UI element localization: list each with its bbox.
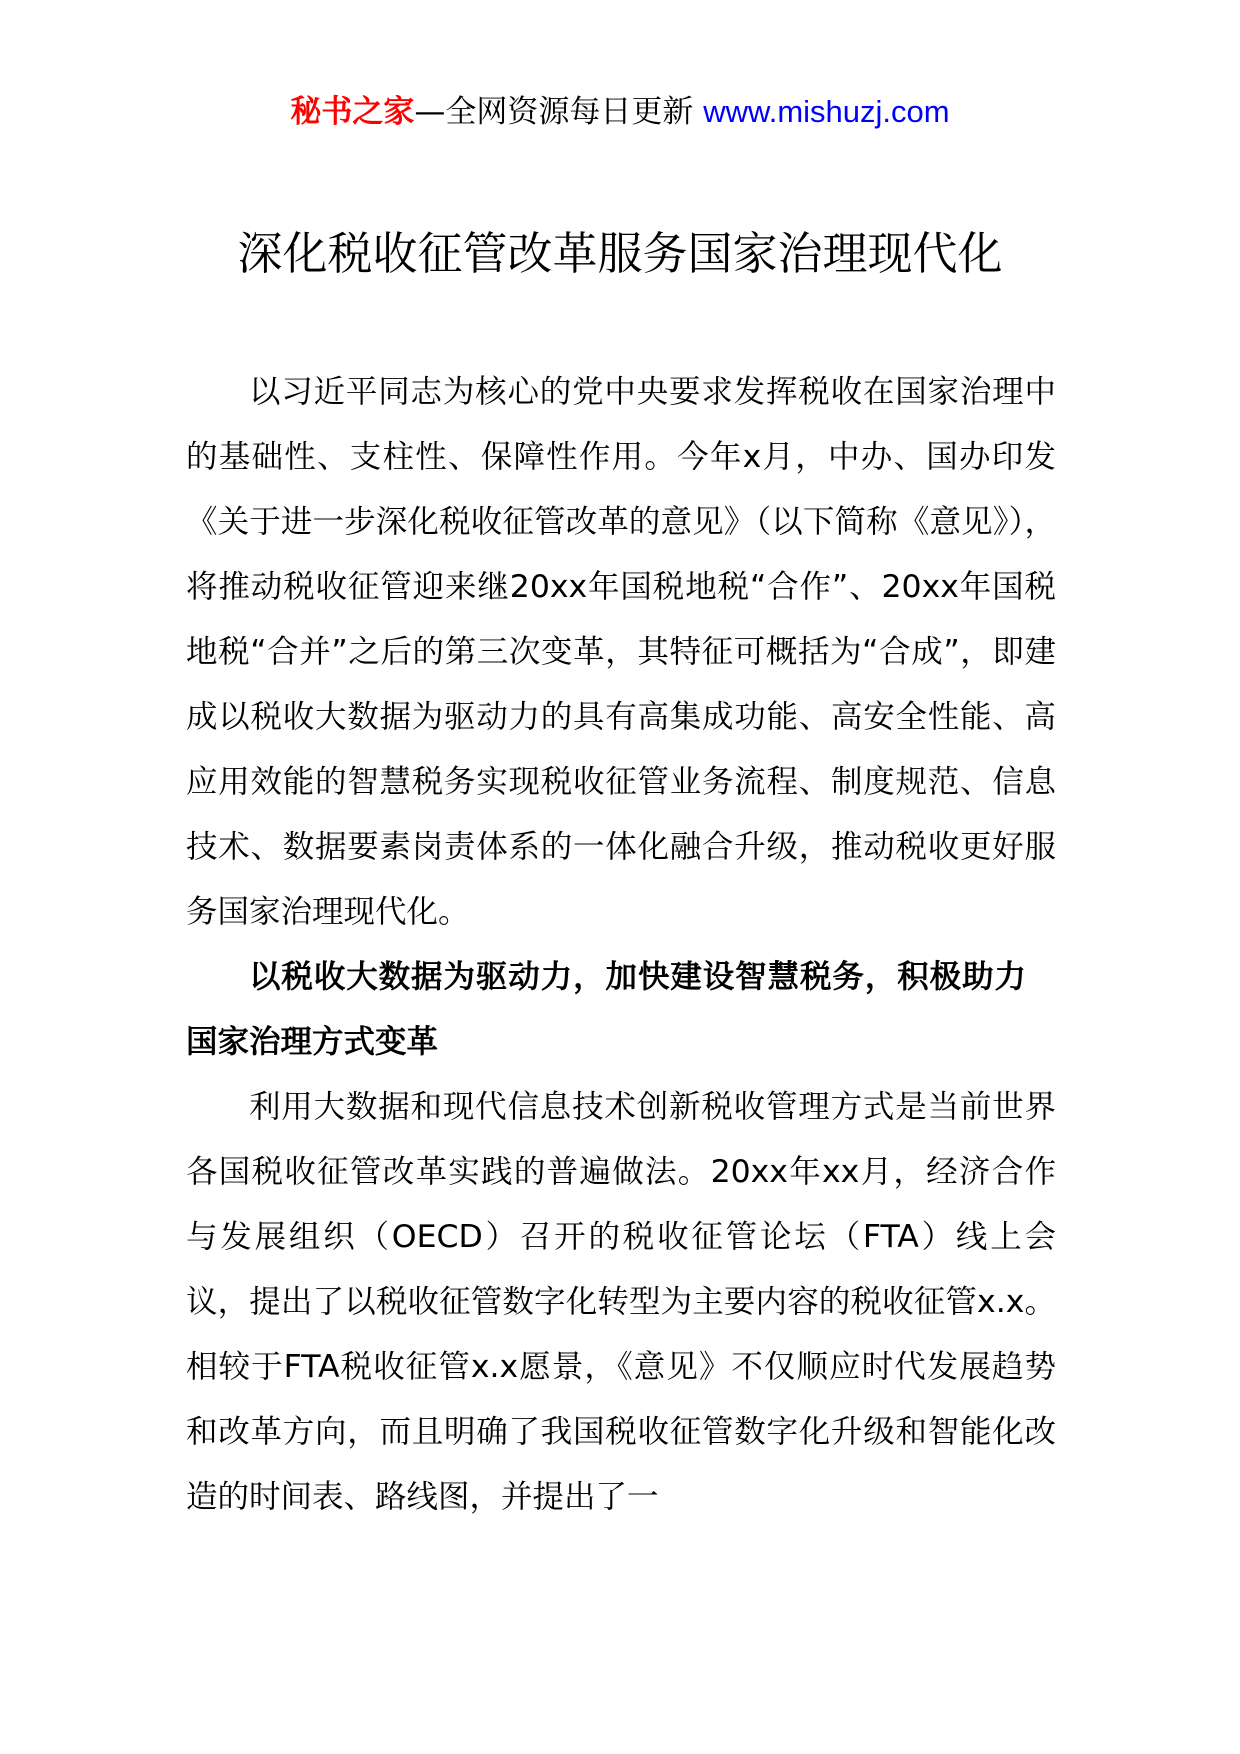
banner-slogan: —全网资源每日更新 <box>414 94 704 130</box>
document-body <box>186 360 1056 1530</box>
brand-name: 秘书之家 <box>290 94 415 130</box>
paragraph-body: 利用大数据和现代信息技术创新税收管理方式是当前世界各国税收征管改革实践的普遍做法。20xx年xx月，经济合作与发展组织（OECD）召开的税收征管论坛（FTA）线上会议，提出了以税收征管数字化转型为主要内容的税收征管x.x。相较于FTA税收征管x.x愿景，《意见》不仅顺应时代发展趋势和改革方向，而且明确了我国税收征管数字化升级和智能化改造的时间表、路线图，并提出了一 <box>186 1089 1056 1515</box>
site-banner <box>0 92 1240 132</box>
paragraph-intro: 以习近平同志为核心的党中央要求发挥税收在国家治理中的基础性、支柱性、保障性作用。今年x月，中办、国办印发《关于进一步深化税收征管改革的意见》（以下简称《意见》），将推动税收征管迎来继20xx年国税地税“合作”、20xx年国税地税“合并”之后的第三次变革，其特征可概括为“合成”，即建成以税收大数据为驱动力的具有高集成功能、高安全性能、高应用效能的智慧税务实现税收征管业务流程、制度规范、信息技术、数据要素岗责体系的一体化融合升级，推动税收更好服务国家治理现代化。 <box>186 374 1056 930</box>
site-url-link[interactable]: www.mishuzj.com <box>703 94 950 129</box>
section-heading: 以税收大数据为驱动力，加快建设智慧税务，积极助力国家治理方式变革 <box>186 959 1026 1060</box>
document-title: 深化税收征管改革服务国家治理现代化 <box>237 227 1003 280</box>
